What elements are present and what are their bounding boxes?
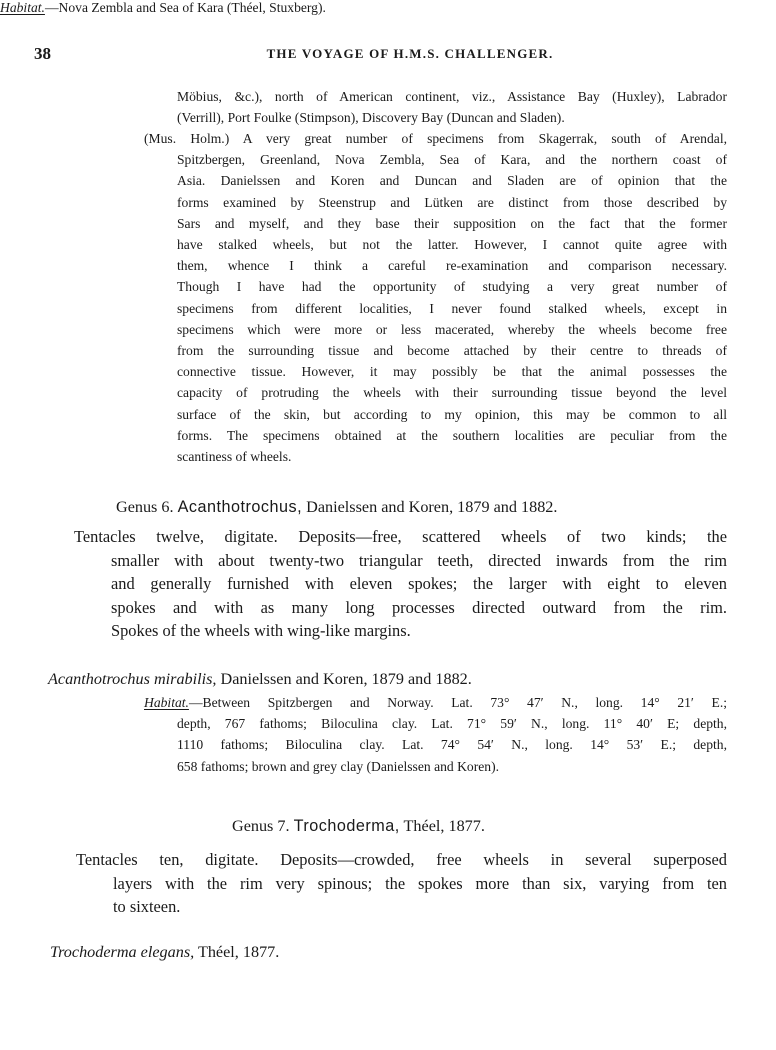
text-line: connective tissue. However, it may possibly be that the animal possesses the xyxy=(177,364,727,380)
genus-prefix: Genus 6. xyxy=(116,498,174,516)
museum-note-body xyxy=(144,149,727,467)
text-line: 1110 fathoms; Biloculina clay. Lat. 74° 54′ N., long. 14° 53′ E.; depth, xyxy=(177,737,727,753)
text-line: and generally furnished with eleven spokes; the larger with eight to eleven xyxy=(111,574,727,593)
habitat-text: —Between Spitzbergen and Norway. Lat. 73° 47′ N., long. 14° 21′ E.; xyxy=(188,695,727,710)
text-line: Spitzbergen, Greenland, Nova Zembla, Sea of Kara, and the northern coast of xyxy=(177,152,727,168)
running-title xyxy=(0,46,776,62)
text-line: forms. The specimens obtained at the southern localities are peculiar from the xyxy=(177,427,727,443)
habitat-label: Habitat. xyxy=(0,0,45,15)
species-name: Trochoderma elegans, xyxy=(50,943,195,961)
text-line: from the surrounding tissue and become attached by their centre to threads of xyxy=(177,343,727,359)
genus-name: Acanthotrochus, xyxy=(177,498,303,516)
text-line: smaller with about twenty-two triangular teeth, directed inwards from the rim xyxy=(111,550,727,570)
habitat-text: —Nova Zembla and Sea of Kara (Théel, Stuxberg). xyxy=(44,0,326,15)
text-line: surface of the skin, but according to my opinion, this may be common to all xyxy=(177,406,727,422)
continuation-paragraph xyxy=(177,86,727,128)
text-line: Tentacles ten, digitate. Deposits—crowded, free wheels in several superposed xyxy=(76,850,727,869)
habitat-body xyxy=(144,713,727,777)
genus-authority: Théel, 1877. xyxy=(403,817,485,835)
text-line: forms examined by Steenstrup and Lütken are distinct from those described by xyxy=(177,194,727,210)
genus-7-description-body xyxy=(76,872,727,919)
species-trochoderma-heading xyxy=(50,941,279,965)
habitat-label: Habitat. xyxy=(144,695,189,710)
running-title-text: THE VOYAGE OF H.M.S. CHALLENGER. xyxy=(266,46,554,61)
genus-authority: Danielssen and Koren, 1879 and 1882. xyxy=(306,498,558,516)
text-line: depth, 767 fathoms; Biloculina clay. Lat. 71° 59′ N., long. 11° 40′ E; depth, xyxy=(177,716,727,732)
text-line: (Mus. Holm.) A very great number of specimens from Skagerrak, south of Arendal, xyxy=(144,131,727,146)
text-line: Spokes of the wheels with wing-like margins. xyxy=(111,621,411,640)
species-authority: Danielssen and Koren, 1879 and 1882. xyxy=(220,670,472,688)
text-line: layers with the rim very spinous; the spokes more than six, varying from ten xyxy=(113,873,727,893)
species-name: Acanthotrochus mirabilis, xyxy=(48,670,217,688)
text-line: scantiness of wheels. xyxy=(177,449,292,465)
habitat-first-line xyxy=(144,692,727,713)
text-line: to sixteen. xyxy=(113,897,181,916)
habitat-trochoderma xyxy=(0,0,776,16)
text-line: spokes and with as many long processes directed outward from the rim. xyxy=(111,597,727,617)
genus-prefix: Genus 7. xyxy=(232,817,290,835)
text-line: specimens which were more or less macerated, whereby the wheels become free xyxy=(177,321,727,337)
genus-7-description xyxy=(76,848,727,919)
text-line: 658 fathoms; brown and grey clay (Danielssen and Koren). xyxy=(177,758,500,774)
genus-6-description xyxy=(74,525,727,643)
genus-6-heading xyxy=(116,496,557,520)
text-line: Sars and myself, and they base their supposition on the fact that the former xyxy=(177,215,727,231)
text-line: Though I have had the opportunity of studying a very great number of xyxy=(177,279,727,295)
text-line: capacity of protruding the wheels with their surrounding tissue beyond the level xyxy=(177,385,727,401)
genus-7-heading xyxy=(232,815,485,839)
text-line: specimens from different localities, I never found stalked wheels, except in xyxy=(177,300,727,316)
page-number: 38 xyxy=(34,44,51,63)
text-line: them, whence I think a careful re-examination and comparison necessary. xyxy=(177,258,727,274)
genus-6-description-body xyxy=(74,549,727,643)
genus-name: Trochoderma, xyxy=(293,817,400,835)
text-line: Tentacles twelve, digitate. Deposits—free, scattered wheels of two kinds; the xyxy=(74,527,727,546)
habitat-acanthotrochus xyxy=(144,692,727,777)
text-line: have stalked wheels, but not the latter. However, I cannot quite agree with xyxy=(177,237,727,253)
text-line: Asia. Danielssen and Koren and Duncan and Sladen are of opinion that the xyxy=(177,173,727,189)
text-line: Möbius, &c.), north of American continent, viz., Assistance Bay (Huxley), Labrador xyxy=(177,89,727,104)
species-acanthotrochus-heading xyxy=(48,668,472,692)
museum-note-paragraph xyxy=(144,128,727,467)
species-authority: Théel, 1877. xyxy=(197,943,280,961)
text-line: (Verrill), Port Foulke (Stimpson), Discovery Bay (Duncan and Sladen). xyxy=(177,110,565,126)
